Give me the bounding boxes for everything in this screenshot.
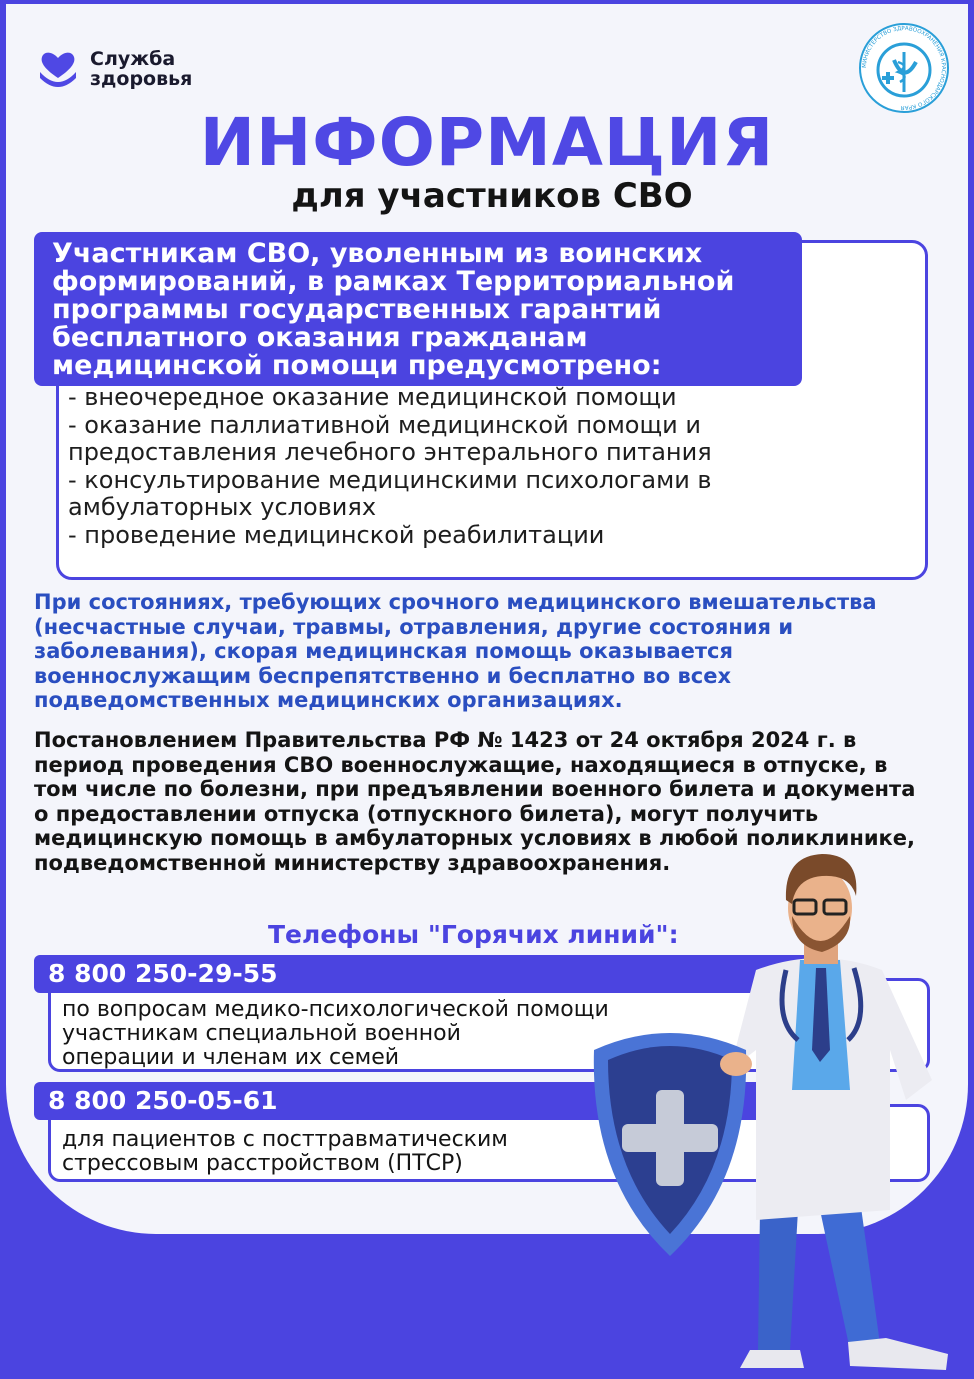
entitlements-list xyxy=(68,384,898,549)
list-item: - консультирование медицинскими психологами в амбулаторных условиях xyxy=(68,465,712,521)
doctor-leg xyxy=(820,1200,880,1350)
list-item: - внеочередное оказание медицинской помощи xyxy=(68,383,677,411)
hotline-2-phone[interactable]: 8 800 250-05-61 xyxy=(34,1082,824,1120)
ministry-emblem-icon xyxy=(858,22,950,114)
emblem-text: МИНИСТЕРСТВО ЗДРАВООХРАНЕНИЯ КРАСНОДАРСКОГО КРАЯ xyxy=(861,25,947,111)
list-item: - проведение медицинской реабилитации xyxy=(68,520,605,549)
hotlines-title: Телефоны "Горячих линий": xyxy=(268,920,679,949)
page-subtitle: для участников СВО xyxy=(291,176,693,216)
heart-logo-icon xyxy=(36,48,80,90)
urgent-care-paragraph: При состояниях, требующих срочного медицинского вмешательства (несчастные случаи, травмы, отравления, другие состояния и заболевания), скорая медицинская помощь оказывается военнослужащим беспрепятственно и бесплатно во всех подведомственных медицинских организациях. xyxy=(34,590,877,712)
hotline-1-phone[interactable]: 8 800 250-29-55 xyxy=(34,955,824,993)
decree-paragraph: Постановлением Правительства РФ № 1423 от 24 октября 2024 г. в период проведения СВО военнослужащие, находящиеся в отпуске, в том числе по болезни, при предъявлении военного билета и документа о предоставлении отпуска (отпускного билета), могут получить медицинскую помощь в амбулаторных условиях в любой поликлинике, подведомственной министерству здравоохранения. xyxy=(34,728,916,875)
doctor-shoe xyxy=(740,1350,804,1368)
brand-name xyxy=(90,49,230,89)
brand-line-2: здоровья xyxy=(90,68,193,90)
hotline-2-description: для пациентов с посттравматическим стрессовым расстройством (ПТСР) xyxy=(62,1127,508,1176)
brand-line-1: Служба xyxy=(90,48,176,70)
list-item: - оказание паллиативной медицинской помощи и предоставления лечебного энтерального питания xyxy=(68,410,712,466)
brand-logo xyxy=(36,48,230,90)
doctor-shoe xyxy=(848,1338,948,1370)
page-title: ИНФОРМАЦИЯ xyxy=(199,104,775,181)
doctor-leg xyxy=(758,1210,798,1350)
doctor-hand xyxy=(720,1052,752,1076)
entitlements-heading: Участникам СВО, уволенным из воинских формирований, в рамках Территориальной программы государственных гарантий бесплатного оказания гражданам медицинской помощи предусмотрено: xyxy=(34,232,802,386)
doctor-illustration xyxy=(560,850,974,1379)
hotline-1-description: по вопросам медико-психологической помощи участникам специальной военной операции и членам их семей xyxy=(62,997,609,1070)
